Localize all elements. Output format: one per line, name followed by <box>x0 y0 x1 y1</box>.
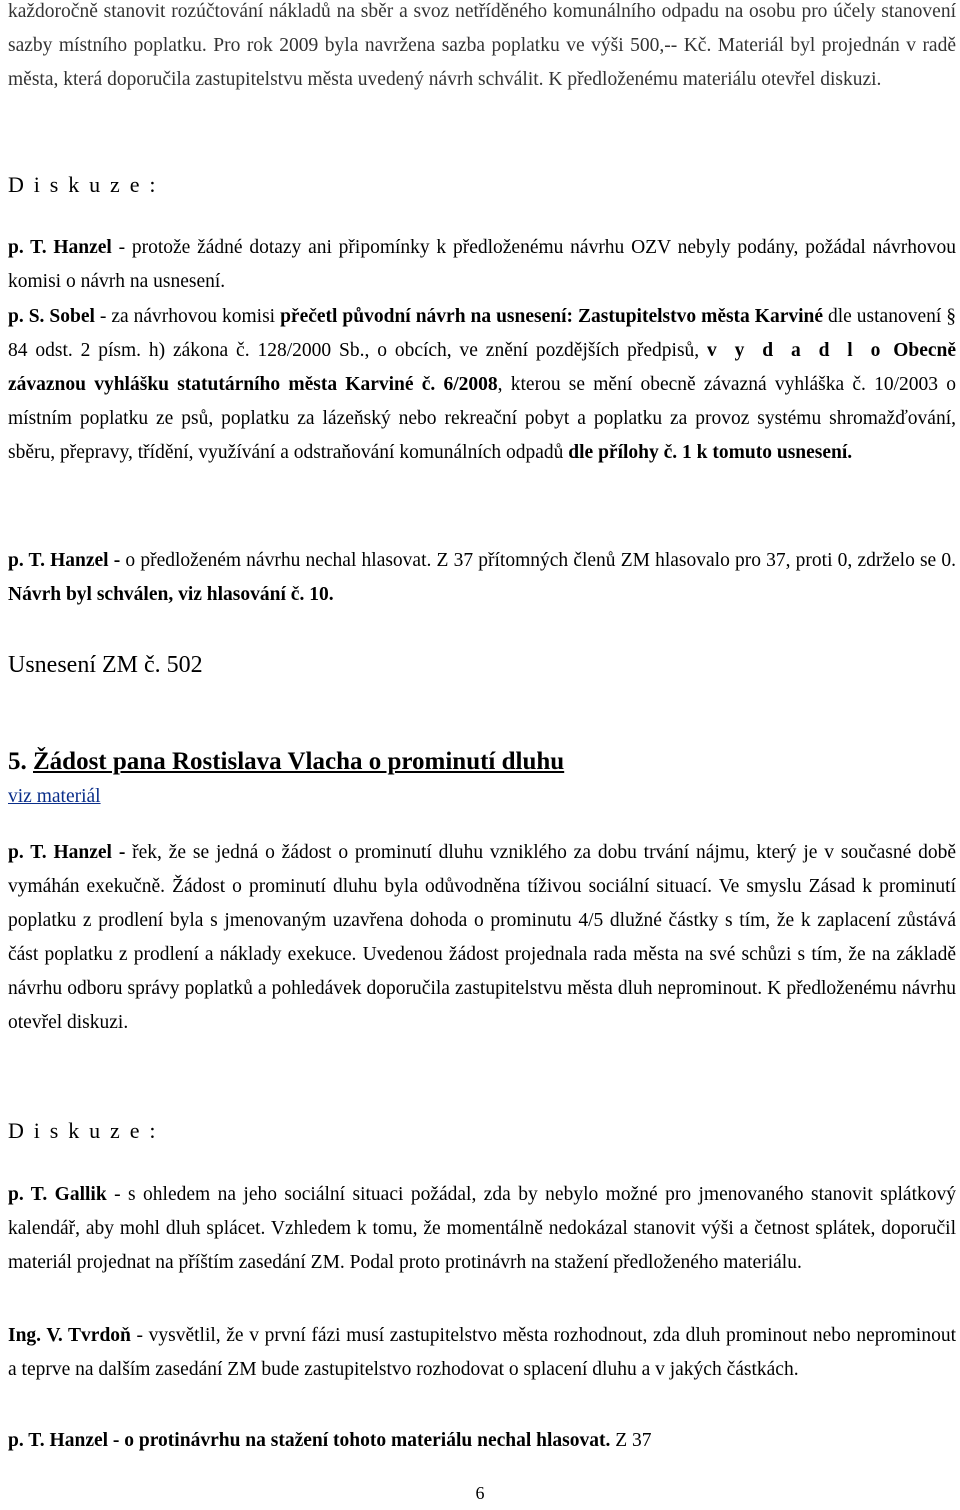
paragraph-text: - za návrhovou komisi <box>94 306 281 327</box>
paragraph-gallik <box>8 1178 956 1280</box>
paragraph-hanzel-vote <box>8 544 956 612</box>
bold-text: p. T. Hanzel - o protinávrhu na stažení tohoto materiálu nechal hlasovat. <box>8 1430 611 1451</box>
paragraph-text: , o obcích, ve znění pozdějších předpisů, <box>364 340 708 361</box>
paragraph-text: , kterou se mění obecně závazná vyhláška č. 10/2003 o místním poplatku ze psů, poplatku za lázeňský nebo rekreační pobyt a poplatku za provoz systému shromažďování, sběru, přepravy, třídění, využívání a odstraňování komunálních odpadů <box>8 374 957 463</box>
bold-text: Návrh byl schválen, viz hlasování č. 10. <box>8 584 334 605</box>
paragraph-sobel-proposal <box>8 300 956 470</box>
bold-text: Zastupitelstvo města Karviné <box>573 306 824 327</box>
speaker-name: p. T. Hanzel - <box>8 550 121 571</box>
bold-text: přečetl původní návrh na usnesení: <box>280 306 574 327</box>
paragraph-text: Z 37 <box>610 1430 652 1451</box>
section-number: 5. <box>8 748 33 775</box>
speaker-name: p. S. Sobel <box>8 306 95 327</box>
spaced-bold-text: v y d a d l o <box>707 340 886 361</box>
paragraph-text: - protože žádné dotazy ani připomínky k předloženému návrhu OZV nebyly podány, požádal návrhovou komisi o návrh na usnesení. <box>8 237 956 292</box>
paragraph-text: dle ustanovení § 84 odst. 2 písm. h) zákona č. 128/2000 Sb. <box>8 306 957 361</box>
speaker-name: p. T. Gallik <box>8 1184 107 1205</box>
paragraph-text: o předloženém návrhu nechal hlasovat. Z 37 přítomných členů ZM hlasovalo pro 37, proti 0, zdrželo se 0. <box>120 550 956 571</box>
diskuze-heading: D i s k u z e : <box>8 172 158 197</box>
section-title: Žádost pana Rostislava Vlacha o prominutí dluhu <box>33 748 565 775</box>
paragraph-text: - s ohledem na jeho sociální situaci požádal, zda by nebylo možné pro jmenovaného stanovit splátkový kalendář, aby mohl dluh splácet. Vzhledem k tomu, že momentálně nedokázal stanovit výši a četnost splátek, doporučil materiál projednat na příštím zasedání ZM. Podal proto protinávrh na stažení předloženého materiálu. <box>8 1184 956 1273</box>
paragraph-poplatek-intro <box>8 0 956 97</box>
diskuze-heading: D i s k u z e : <box>8 1118 158 1143</box>
paragraph-hanzel-debt <box>8 836 956 1040</box>
paragraph-tvrdon <box>8 1319 956 1387</box>
page-number: 6 <box>475 1483 485 1503</box>
material-link[interactable]: viz materiál <box>8 786 101 807</box>
paragraph-text: každoročně stanovit rozúčtování nákladů na sběr a svoz netříděného komunálního odpadu na osobu pro účely stanovení sazby místního poplatku. Pro rok 2009 byla navržena sazba poplatku ve výši 500,-- Kč. Materiál byl projednán v radě města, která doporučila zastupitelstvu města uvedený návrh schválit. K předloženému materiálu otevřel diskuzi. <box>8 1 956 90</box>
section-heading <box>8 745 956 779</box>
material-link-row <box>8 784 956 810</box>
speaker-name: p. T. Hanzel <box>8 237 112 258</box>
speaker-name: p. T. Hanzel - <box>8 842 126 863</box>
paragraph-hanzel-counter-vote <box>8 1424 956 1458</box>
bold-text: dle přílohy č. 1 k tomuto usnesení. <box>568 442 853 463</box>
bold-text: Obecně závaznou vyhlášku statutárního města Karviné č. 6/2008 <box>8 340 957 395</box>
paragraph-text: - vysvětlil, že v první fázi musí zastupitelstvo města rozhodnout, zda dluh prominout nebo neprominout a teprve na dalším zasedání ZM bude zastupitelstvo rozhodovat o splacení dluhu a v jakých částkách. <box>8 1325 956 1380</box>
paragraph-hanzel-request <box>8 231 956 299</box>
resolution-number: Usnesení ZM č. 502 <box>8 652 203 678</box>
paragraph-text: řek, že se jedná o žádost o prominutí dluhu vzniklého za dobu trvání nájmu, který je v současné době vymáhán exekučně. Žádost o prominutí dluhu byla odůvodněna tíživou sociální situací. Ve smyslu Zásad k prominutí poplatku z prodlení byla s jmenovaným uzavřena dohoda o prominutu 4/5 dlužné částky s tím, že k zaplacení zůstává část poplatku z prodlení a náklady exekuce. Uvedenou žádost projednala rada města na své schůzi s tím, že na základě návrhu odboru správy poplatků a pohledávek doporučila zastupitelstvu města dluh neprominout. K předloženému návrhu otevřel diskuzi. <box>8 842 956 1033</box>
speaker-name: Ing. V. Tvrdoň <box>8 1325 131 1346</box>
